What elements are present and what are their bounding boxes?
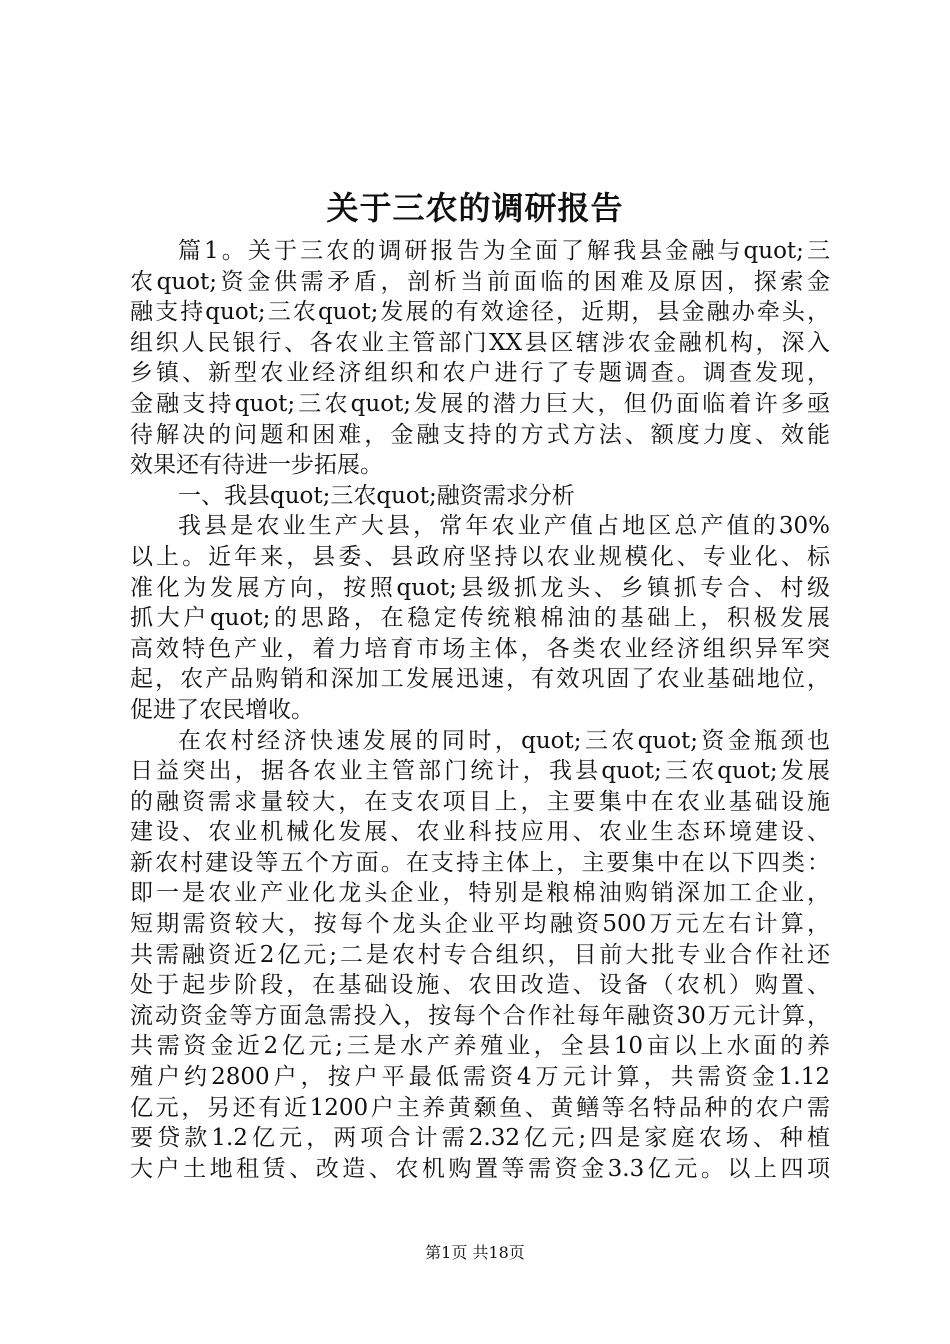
body-line: 亿元，另还有近1200户主养黄颡鱼、黄鳝等名特品种的农户需 bbox=[130, 1094, 830, 1121]
body-line: 共需资金近2亿元;三是水产养殖业，全县10亩以上水面的养 bbox=[130, 1033, 830, 1060]
body-line: 篇1。关于三农的调研报告为全面了解我县金融与quot;三 bbox=[178, 238, 830, 264]
body-line: 要贷款1.2亿元，两项合计需2.32亿元;四是家庭农场、种植 bbox=[130, 1125, 830, 1152]
body-line: 抓大户quot;的思路，在稳定传统粮棉油的基础上，积极发展 bbox=[130, 605, 830, 632]
body-line: 即一是农业产业化龙头企业，特别是粮棉油购销深加工企业， bbox=[130, 880, 830, 907]
page-footer: 第1页 共18页 bbox=[425, 1243, 525, 1262]
body-line: 大户土地租赁、改造、农机购置等需资金3.3亿元。以上四项 bbox=[130, 1155, 830, 1182]
body-line: 待解决的问题和困难，金融支持的方式方法、额度力度、效能 bbox=[130, 421, 830, 448]
body-line: 共需融资近2亿元;二是农村专合组织，目前大批专业合作社还 bbox=[130, 941, 830, 968]
body-line: 处于起步阶段，在基础设施、农田改造、设备（农机）购置、 bbox=[130, 972, 830, 999]
body-line: 融支持quot;三农quot;发展的有效途径，近期，县金融办牵头， bbox=[130, 299, 830, 326]
body-line: 新农村建设等五个方面。在支持主体上，主要集中在以下四类： bbox=[130, 849, 830, 876]
body-line: 农quot;资金供需矛盾，剖析当前面临的困难及原因，探索金 bbox=[130, 268, 830, 295]
body-line: 促进了农民增收。 bbox=[130, 696, 314, 723]
body-line: 的融资需求量较大，在支农项目上，主要集中在农业基础设施 bbox=[130, 788, 830, 815]
document-title: 关于三农的调研报告 bbox=[326, 189, 624, 227]
body-line: 流动资金等方面急需投入，按每个合作社每年融资30万元计算， bbox=[130, 1002, 830, 1029]
section-heading: 一、我县quot;三农quot;融资需求分析 bbox=[178, 482, 575, 509]
body-line: 金融支持quot;三农quot;发展的潜力巨大，但仍面临着许多亟 bbox=[130, 390, 830, 417]
body-line: 在农村经济快速发展的同时，quot;三农quot;资金瓶颈也 bbox=[178, 727, 830, 754]
body-line: 日益突出，据各农业主管部门统计，我县quot;三农quot;发展 bbox=[130, 758, 830, 785]
body-line: 我县是农业生产大县，常年农业产值占地区总产值的30% bbox=[178, 513, 830, 540]
body-line: 建设、农业机械化发展、农业科技应用、农业生态环境建设、 bbox=[130, 819, 830, 846]
body-line: 组织人民银行、各农业主管部门XX县区辖涉农金融机构，深入 bbox=[130, 329, 830, 356]
body-line: 效果还有待进一步拓展。 bbox=[130, 452, 383, 479]
body-line: 殖户约2800户，按户平最低需资4万元计算，共需资金1.12 bbox=[130, 1064, 830, 1091]
body-line: 短期需资较大，按每个龙头企业平均融资500万元左右计算， bbox=[130, 911, 830, 938]
body-line: 准化为发展方向，按照quot;县级抓龙头、乡镇抓专合、村级 bbox=[130, 574, 830, 601]
body-line: 起，农产品购销和深加工发展迅速，有效巩固了农业基础地位， bbox=[130, 666, 830, 693]
document-body bbox=[130, 236, 830, 1184]
body-line: 高效特色产业，着力培育市场主体，各类农业经济组织异军突 bbox=[130, 635, 830, 662]
body-line: 乡镇、新型农业经济组织和农户进行了专题调查。调查发现， bbox=[130, 360, 830, 387]
body-line: 以上。近年来，县委、县政府坚持以农业规模化、专业化、标 bbox=[130, 543, 830, 570]
